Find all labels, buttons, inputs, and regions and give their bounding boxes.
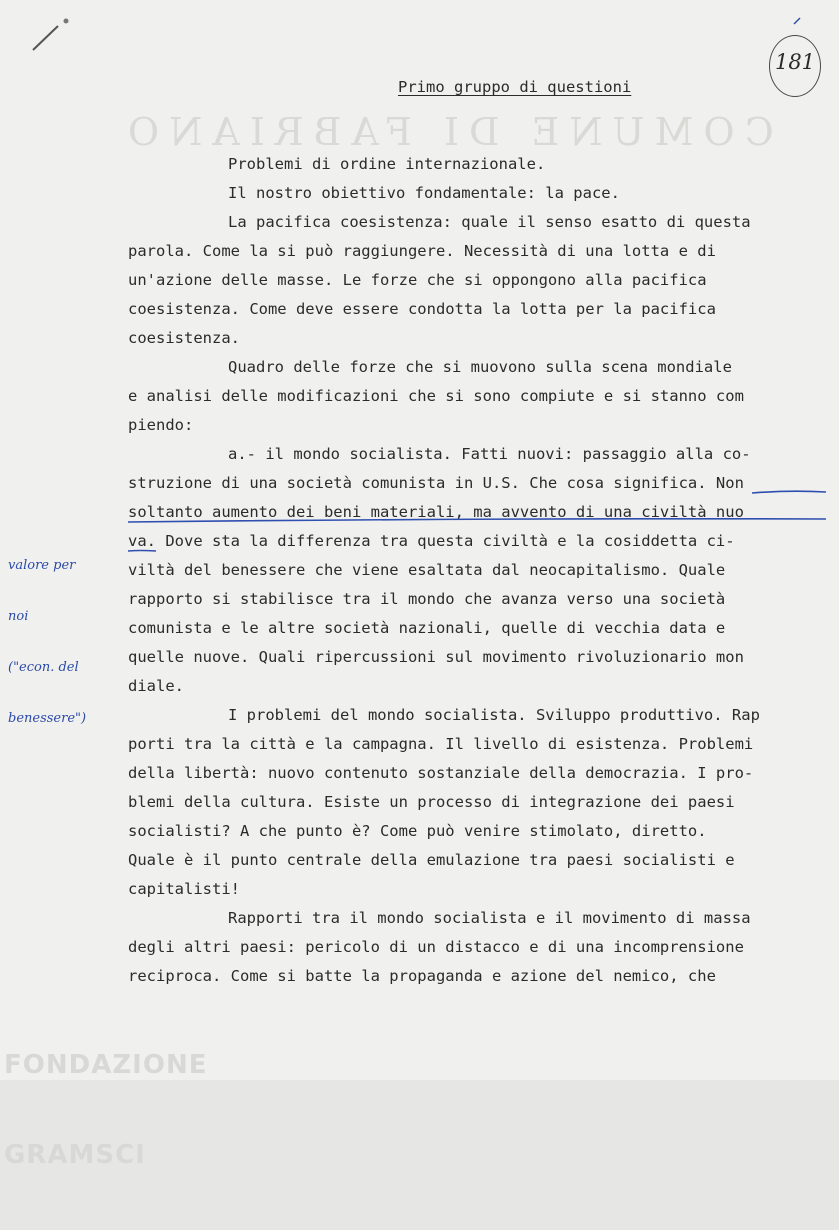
text-line: Problemi di ordine internazionale. (228, 155, 546, 173)
handwritten-underline (128, 551, 156, 552)
text-line: viltà del benessere che viene esaltata dal neocapitalismo. Quale (128, 561, 726, 579)
text-line: rapporto si stabilisce tra il mondo che avanza verso una società (128, 590, 726, 608)
show-through-text: COMUNE DI FABRIANO (118, 110, 774, 154)
text-line: quelle nuove. Quali ripercussioni sul movimento rivoluzionario mon (128, 648, 744, 666)
document-title: Primo gruppo di questioni (398, 78, 632, 96)
handwritten-underline (752, 491, 826, 493)
text-line: va. Dove sta la differenza tra questa civiltà e la cosiddetta ci- (128, 532, 735, 550)
text-line: comunista e le altre società nazionali, quelle di vecchia data e (128, 619, 726, 637)
archive-watermark (4, 990, 207, 1230)
text-line: Il nostro obiettivo fondamentale: la pace. (228, 184, 620, 202)
text-line: un'azione delle masse. Le forze che si oppongono alla pacifica (128, 271, 707, 289)
text-line: a.- il mondo socialista. Fatti nuovi: passaggio alla co- (228, 445, 751, 463)
staple-mark (33, 26, 58, 50)
text-line: piendo: (128, 416, 194, 434)
watermark-line: GRAMSCI (4, 1140, 146, 1170)
text-line: reciproca. Come si batte la propaganda e azione del nemico, che (128, 967, 716, 985)
pencil-tick (794, 18, 800, 24)
text-line: struzione di una società comunista in U.S. Che cosa significa. Non (128, 474, 744, 492)
text-line: soltanto aumento dei beni materiali, ma avvento di una civiltà nuo (128, 503, 744, 521)
punch-mark (64, 19, 69, 24)
margin-note-line: valore per (8, 558, 76, 573)
text-line: diale. (128, 677, 184, 695)
text-line: capitalisti! (128, 880, 240, 898)
text-line: Quale è il punto centrale della emulazione tra paesi socialisti e (128, 851, 735, 869)
text-line: Quadro delle forze che si muovono sulla scena mondiale (228, 358, 732, 376)
margin-note-line: noi (8, 609, 29, 624)
text-line: parola. Come la si può raggiungere. Necessità di una lotta e di (128, 242, 716, 260)
text-line: I problemi del mondo socialista. Sviluppo produttivo. Rap (228, 706, 760, 724)
text-line: della libertà: nuovo contenuto sostanziale della democrazia. I pro- (128, 764, 754, 782)
text-line: blemi della cultura. Esiste un processo di integrazione dei paesi (128, 793, 735, 811)
text-line: coesistenza. Come deve essere condotta la lotta per la pacifica (128, 300, 716, 318)
watermark-line: FONDAZIONE (4, 1050, 208, 1080)
margin-note-line: ("econ. del (8, 660, 79, 675)
text-line: porti tra la città e la campagna. Il livello di esistenza. Problemi (128, 735, 754, 753)
text-line: coesistenza. (128, 329, 240, 347)
text-line: Rapporti tra il mondo socialista e il movimento di massa (228, 909, 751, 927)
page-number: 181 (774, 50, 816, 74)
margin-note-line: benessere") (8, 711, 87, 726)
margin-note (8, 523, 86, 761)
text-line: socialisti? A che punto è? Come può venire stimolato, diretto. (128, 822, 707, 840)
handwritten-underline (128, 519, 826, 522)
text-line: degli altri paesi: pericolo di un distacco e di una incomprensione (128, 938, 744, 956)
text-line: e analisi delle modificazioni che si sono compiute e si stanno com (128, 387, 744, 405)
text-line: La pacifica coesistenza: quale il senso esatto di questa (228, 213, 751, 231)
